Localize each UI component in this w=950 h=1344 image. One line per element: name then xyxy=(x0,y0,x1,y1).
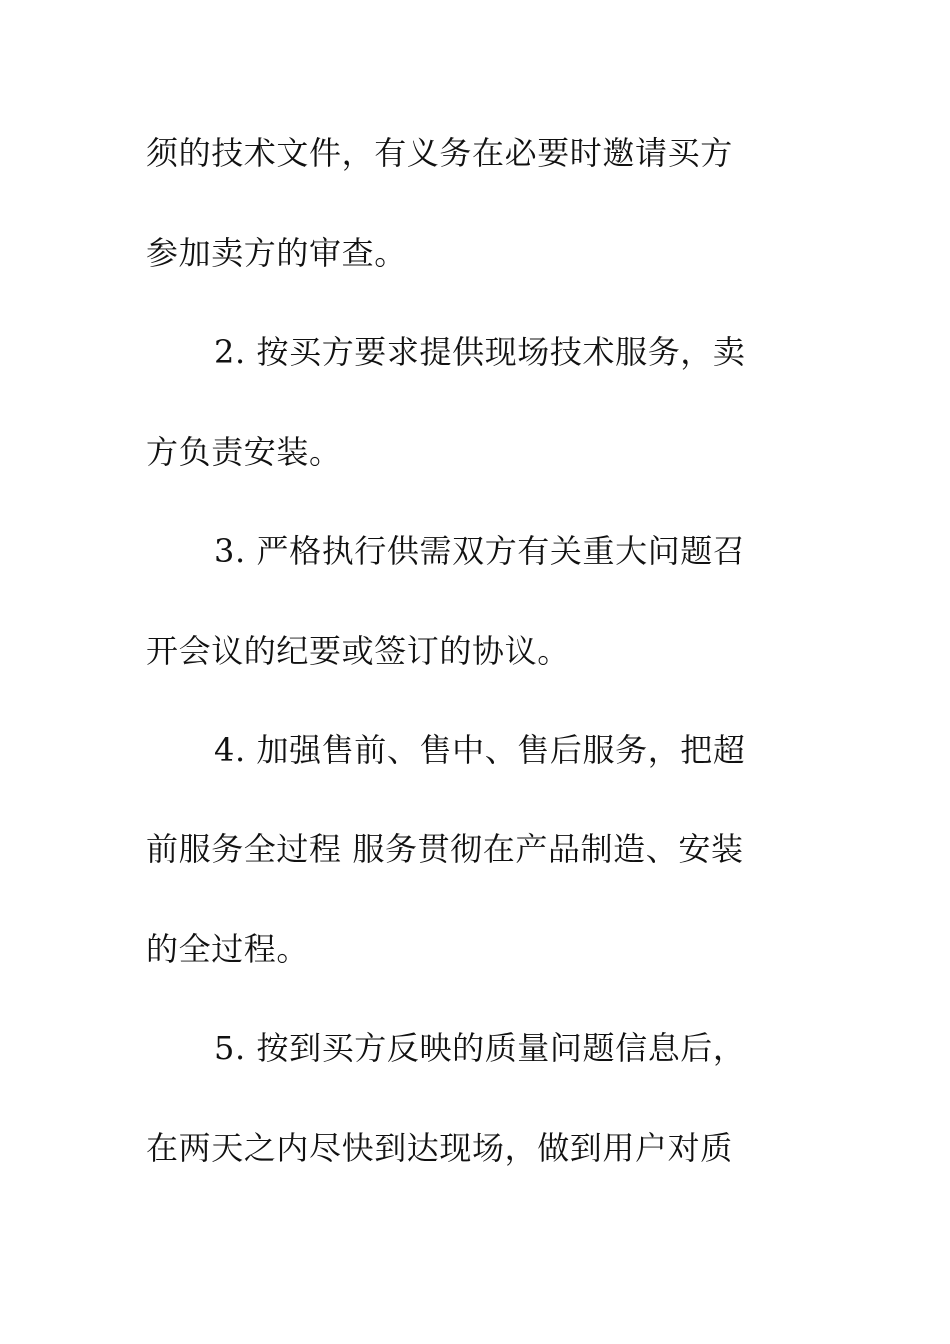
text-line: 方负责安装。 xyxy=(146,433,342,471)
list-item-3: 3. 严格执行供需双方有关重大问题召 xyxy=(214,532,746,570)
list-item-5: 5. 按到买方反映的质量问题信息后， xyxy=(214,1029,746,1067)
text-line: 须的技术文件，有义务在必要时邀请买方 xyxy=(146,134,733,172)
text-line: 在两天之内尽快到达现场，做到用户对质 xyxy=(146,1129,733,1167)
text-line: 的全过程。 xyxy=(146,930,310,968)
list-item-4: 4. 加强售前、售中、售后服务，把超 xyxy=(214,731,746,769)
text-line: 参加卖方的审查。 xyxy=(146,234,407,272)
list-item-2: 2. 按买方要求提供现场技术服务，卖 xyxy=(214,333,746,371)
text-line: 前服务全过程 服务贯彻在产品制造、安装 xyxy=(146,830,744,868)
text-line: 开会议的纪要或签订的协议。 xyxy=(146,632,570,670)
